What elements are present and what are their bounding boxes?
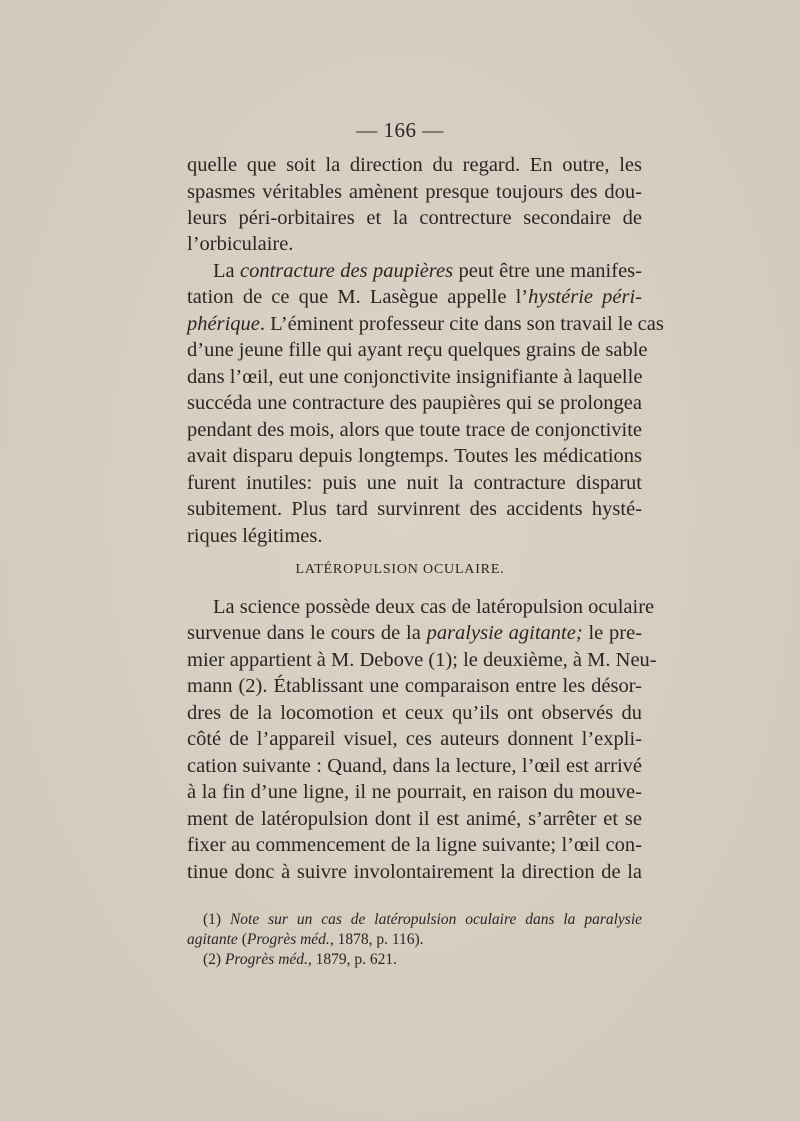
- footnote-marker: (2): [203, 951, 225, 968]
- text-line: succéda une contracture des paupières qui se prolongea: [187, 392, 642, 414]
- text-run: , 1879, p. 621.: [307, 951, 398, 968]
- text-line: pendant des mois, alors que toute trace de conjonctivite: [187, 419, 642, 441]
- text-line: avait disparu depuis longtemps. Toutes les médications: [187, 445, 642, 467]
- text-line: quelle que soit la direction du regard. En outre, les: [187, 154, 642, 176]
- text-line: spasmes véritables amènent presque toujours des dou-: [187, 181, 642, 203]
- text-line: cation suivante : Quand, dans la lecture, l’œil est arrivé: [187, 755, 642, 777]
- footnote-2: [203, 950, 642, 970]
- text-line: mier appartient à M. Debove (1); le deuxième, à M. Neu-: [187, 649, 657, 671]
- text-line: mann (2). Établissant une comparaison entre les désor-: [187, 675, 642, 697]
- text-line: [187, 284, 642, 310]
- text-line: furent inutiles: puis une nuit la contracture disparut: [187, 472, 642, 494]
- text-line: à la fin d’une ligne, il ne pourrait, en raison du mouve-: [187, 781, 642, 803]
- italic-run: Progrès méd.: [224, 951, 308, 968]
- text-line: [187, 311, 664, 337]
- text-line: riques légitimes.: [187, 525, 323, 547]
- text-line: La science possède deux cas de latéropulsion oculaire: [213, 596, 655, 618]
- text-run: le pre-: [582, 622, 643, 644]
- text-line: tinue donc à suivre involontairement la direction de la: [187, 861, 642, 883]
- italic-run: Note sur un cas de latéropulsion oculaire dans la paralysie: [229, 911, 643, 928]
- footnote-1-cont: [187, 930, 642, 950]
- text-run: La: [213, 260, 241, 282]
- text-line: subitement. Plus tard survinrent des accidents hysté-: [187, 498, 642, 520]
- italic-run: phérique: [187, 313, 260, 335]
- text-line: dres de la locomotion et ceux qu’ils ont observés du: [187, 702, 642, 724]
- text-line: [187, 620, 642, 646]
- text-line: dans l’œil, eut une conjonctivite insignifiante à laquelle: [187, 366, 643, 388]
- text-line: fixer au commencement de la ligne suivante; l’œil con-: [187, 834, 642, 856]
- footnote-marker: (1): [203, 911, 230, 928]
- text-line: l’orbiculaire.: [187, 233, 294, 255]
- text-line: ment de latéropulsion dont il est animé, s’arrêter et se: [187, 808, 642, 830]
- section-heading: LATÉROPULSION OCULAIRE.: [295, 562, 505, 577]
- text-run: peut être une manifes-: [453, 260, 642, 282]
- text-run: survenue dans le cours de la: [187, 622, 427, 644]
- italic-run: agitante: [187, 931, 238, 948]
- page-number: — 166 —: [356, 118, 444, 142]
- italic-run: paralysie agitante;: [426, 622, 583, 644]
- text-line: [213, 258, 642, 284]
- text-run: (: [237, 931, 247, 948]
- italic-run: Progrès méd.: [246, 931, 330, 948]
- text-line: côté de l’appareil visuel, ces auteurs donnent l’expli-: [187, 728, 642, 750]
- text-line: d’une jeune fille qui ayant reçu quelques grains de sable: [187, 339, 648, 361]
- footnote-1: [203, 910, 642, 930]
- text-run: . L’éminent professeur cite dans son travail le cas: [259, 313, 664, 335]
- text-line: leurs péri-orbitaires et la contrecture secondaire de: [187, 207, 642, 229]
- text-run: tation de ce que M. Lasègue appelle l’: [187, 286, 529, 308]
- italic-run: hystérie péri-: [528, 286, 642, 308]
- italic-run: contracture des paupières: [240, 260, 454, 282]
- text-run: , 1878, p. 116).: [329, 931, 424, 948]
